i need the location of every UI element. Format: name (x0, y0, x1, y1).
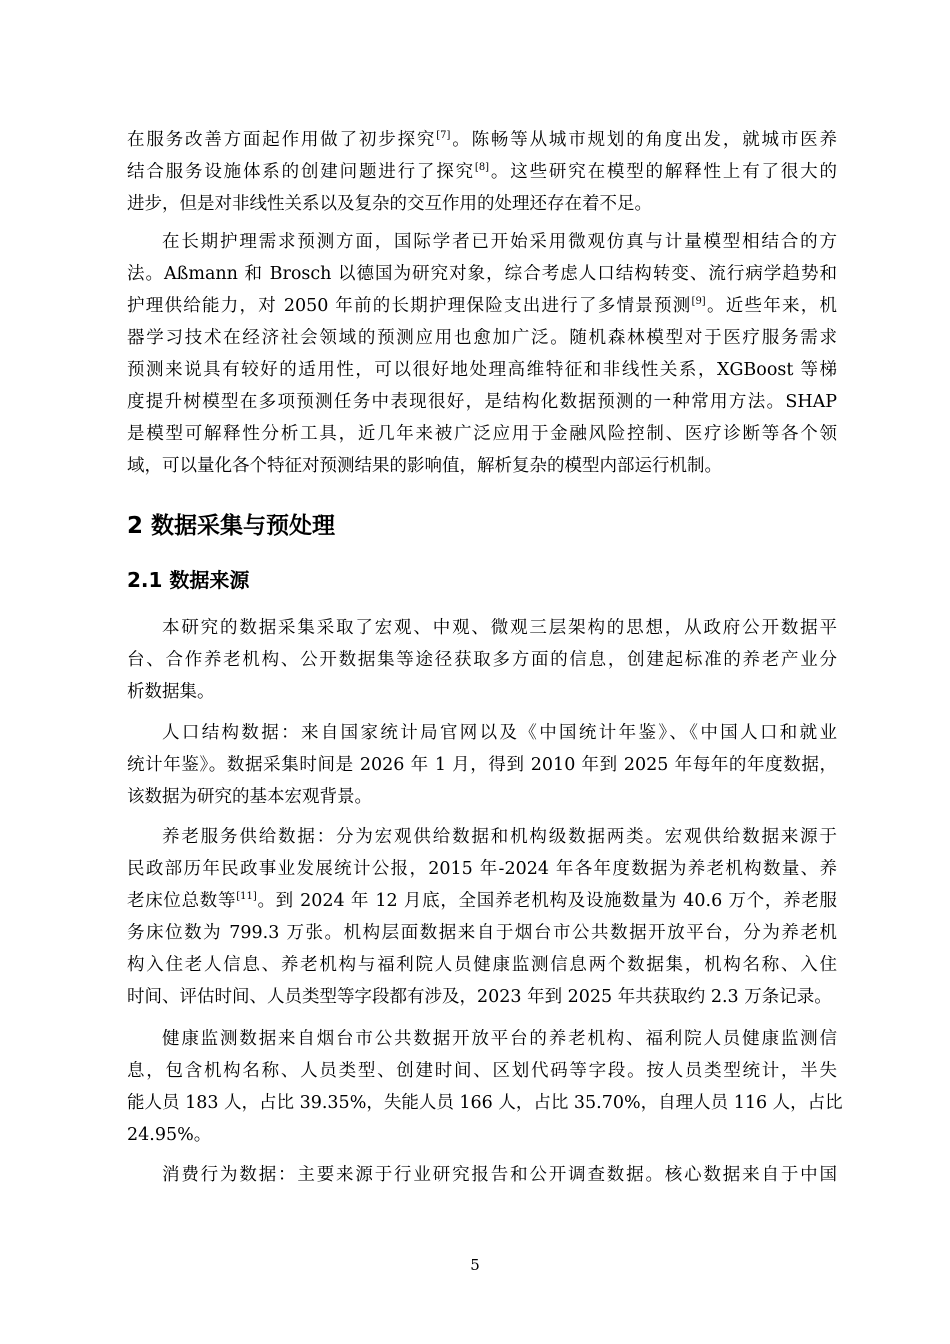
paragraph-consumption (127, 1159, 837, 1191)
citation-9: [9] (691, 296, 706, 307)
citation-11: [11] (236, 891, 257, 902)
text-line: 在长期护理需求预测方面，国际学者已开始采用微观仿真与计量模型相结合的方 (162, 232, 837, 252)
text-line: 器学习技术在经济社会领域的预测应用也愈加广泛。随机森林模型对于医疗服务需求 (127, 328, 837, 348)
page-number: 5 (470, 1256, 480, 1274)
text-line: 该数据为研究的基本宏观背景。 (127, 787, 372, 807)
subsection-heading: 2.1 数据来源 (127, 568, 250, 592)
paragraph-prior-research (127, 124, 837, 220)
paragraph-intro (127, 612, 837, 708)
text-line: 构入住老人信息、养老机构与福利院人员健康监测信息两个数据集，机构名称、入住 (127, 955, 837, 975)
text-line: 务床位数为 799.3 万张。机构层面数据来自于烟台市公共数据开放平台，分为养老机 (127, 923, 837, 943)
text-line: 台、合作养老机构、公开数据集等途径获取多方面的信息，创建起标准的养老产业分 (127, 650, 837, 670)
paragraph-long-term-care (127, 226, 837, 482)
text-line: 人口结构数据：来自国家统计局官网以及《中国统计年鉴》、《中国人口和就业 (162, 723, 837, 743)
text-line: 结合服务设施体系的创建问题进行了探究[8]。这些研究在模型的解释性上有了很大的 (127, 162, 838, 182)
paragraph-supply (127, 821, 837, 1013)
text-line: 健康监测数据来自烟台市公共数据开放平台的养老机构、福利院人员健康监测信 (162, 1029, 837, 1049)
text-line: 本研究的数据采集采取了宏观、中观、微观三层架构的思想，从政府公开数据平 (162, 618, 837, 638)
text-line: 消费行为数据：主要来源于行业研究报告和公开调查数据。核心数据来自于中国 (162, 1165, 837, 1185)
text-line: 在服务改善方面起作用做了初步探究[7]。陈畅等从城市规划的角度出发，就城市医养 (127, 130, 838, 150)
text-line: 老床位总数等[11]。到 2024 年 12 月底，全国养老机构及设施数量为 40.6 万个，养老服 (127, 891, 837, 911)
text-line: 域，可以量化各个特征对预测结果的影响值，解析复杂的模型内部运行机制。 (127, 456, 722, 476)
text-line: 法。Aßmann 和 Brosch 以德国为研究对象，综合考虑人口结构转变、流行病学趋势和 (127, 264, 837, 284)
text-line: 养老服务供给数据：分为宏观供给数据和机构级数据两类。宏观供给数据来源于 (162, 827, 837, 847)
section-heading: 2 数据采集与预处理 (127, 513, 336, 539)
text-line: 护理供给能力，对 2050 年前的长期护理保险支出进行了多情景预测[9]。近些年来，机 (127, 296, 837, 316)
text-line: 民政部历年民政事业发展统计公报，2015 年-2024 年各年度数据为养老机构数量、养 (127, 859, 837, 879)
citation-8: [8] (474, 162, 490, 173)
text-line: 能人员 183 人，占比 39.35%，失能人员 166 人，占比 35.70%，自理人员 116 人，占比 (127, 1093, 843, 1113)
text-line: 统计年鉴》。数据采集时间是 2026 年 1 月，得到 2010 年到 2025 年每年的年度数据， (127, 755, 837, 775)
text-line: 是模型可解释性分析工具，近几年来被广泛应用于金融风险控制、医疗诊断等各个领 (127, 424, 837, 444)
text-line: 进步，但是对非线性关系以及复杂的交互作用的处理还存在着不足。 (127, 194, 652, 214)
citation-7: [7] (436, 130, 451, 141)
text-line: 24.95%。 (127, 1125, 212, 1145)
text-line: 度提升树模型在多项预测任务中表现很好，是结构化数据预测的一种常用方法。SHAP (127, 392, 837, 412)
paragraph-population (127, 717, 837, 813)
text-line: 析数据集。 (127, 682, 215, 702)
text-line: 息，包含机构名称、人员类型、创建时间、区划代码等字段。按人员类型统计，半失 (127, 1061, 837, 1081)
text-line: 时间、评估时间、人员类型等字段都有涉及，2023 年到 2025 年共获取约 2.3 万条记录。 (127, 987, 832, 1007)
paragraph-health (127, 1023, 843, 1151)
text-line: 预测来说具有较好的适用性，可以很好地处理高维特征和非线性关系，XGBoost 等梯 (127, 360, 837, 380)
